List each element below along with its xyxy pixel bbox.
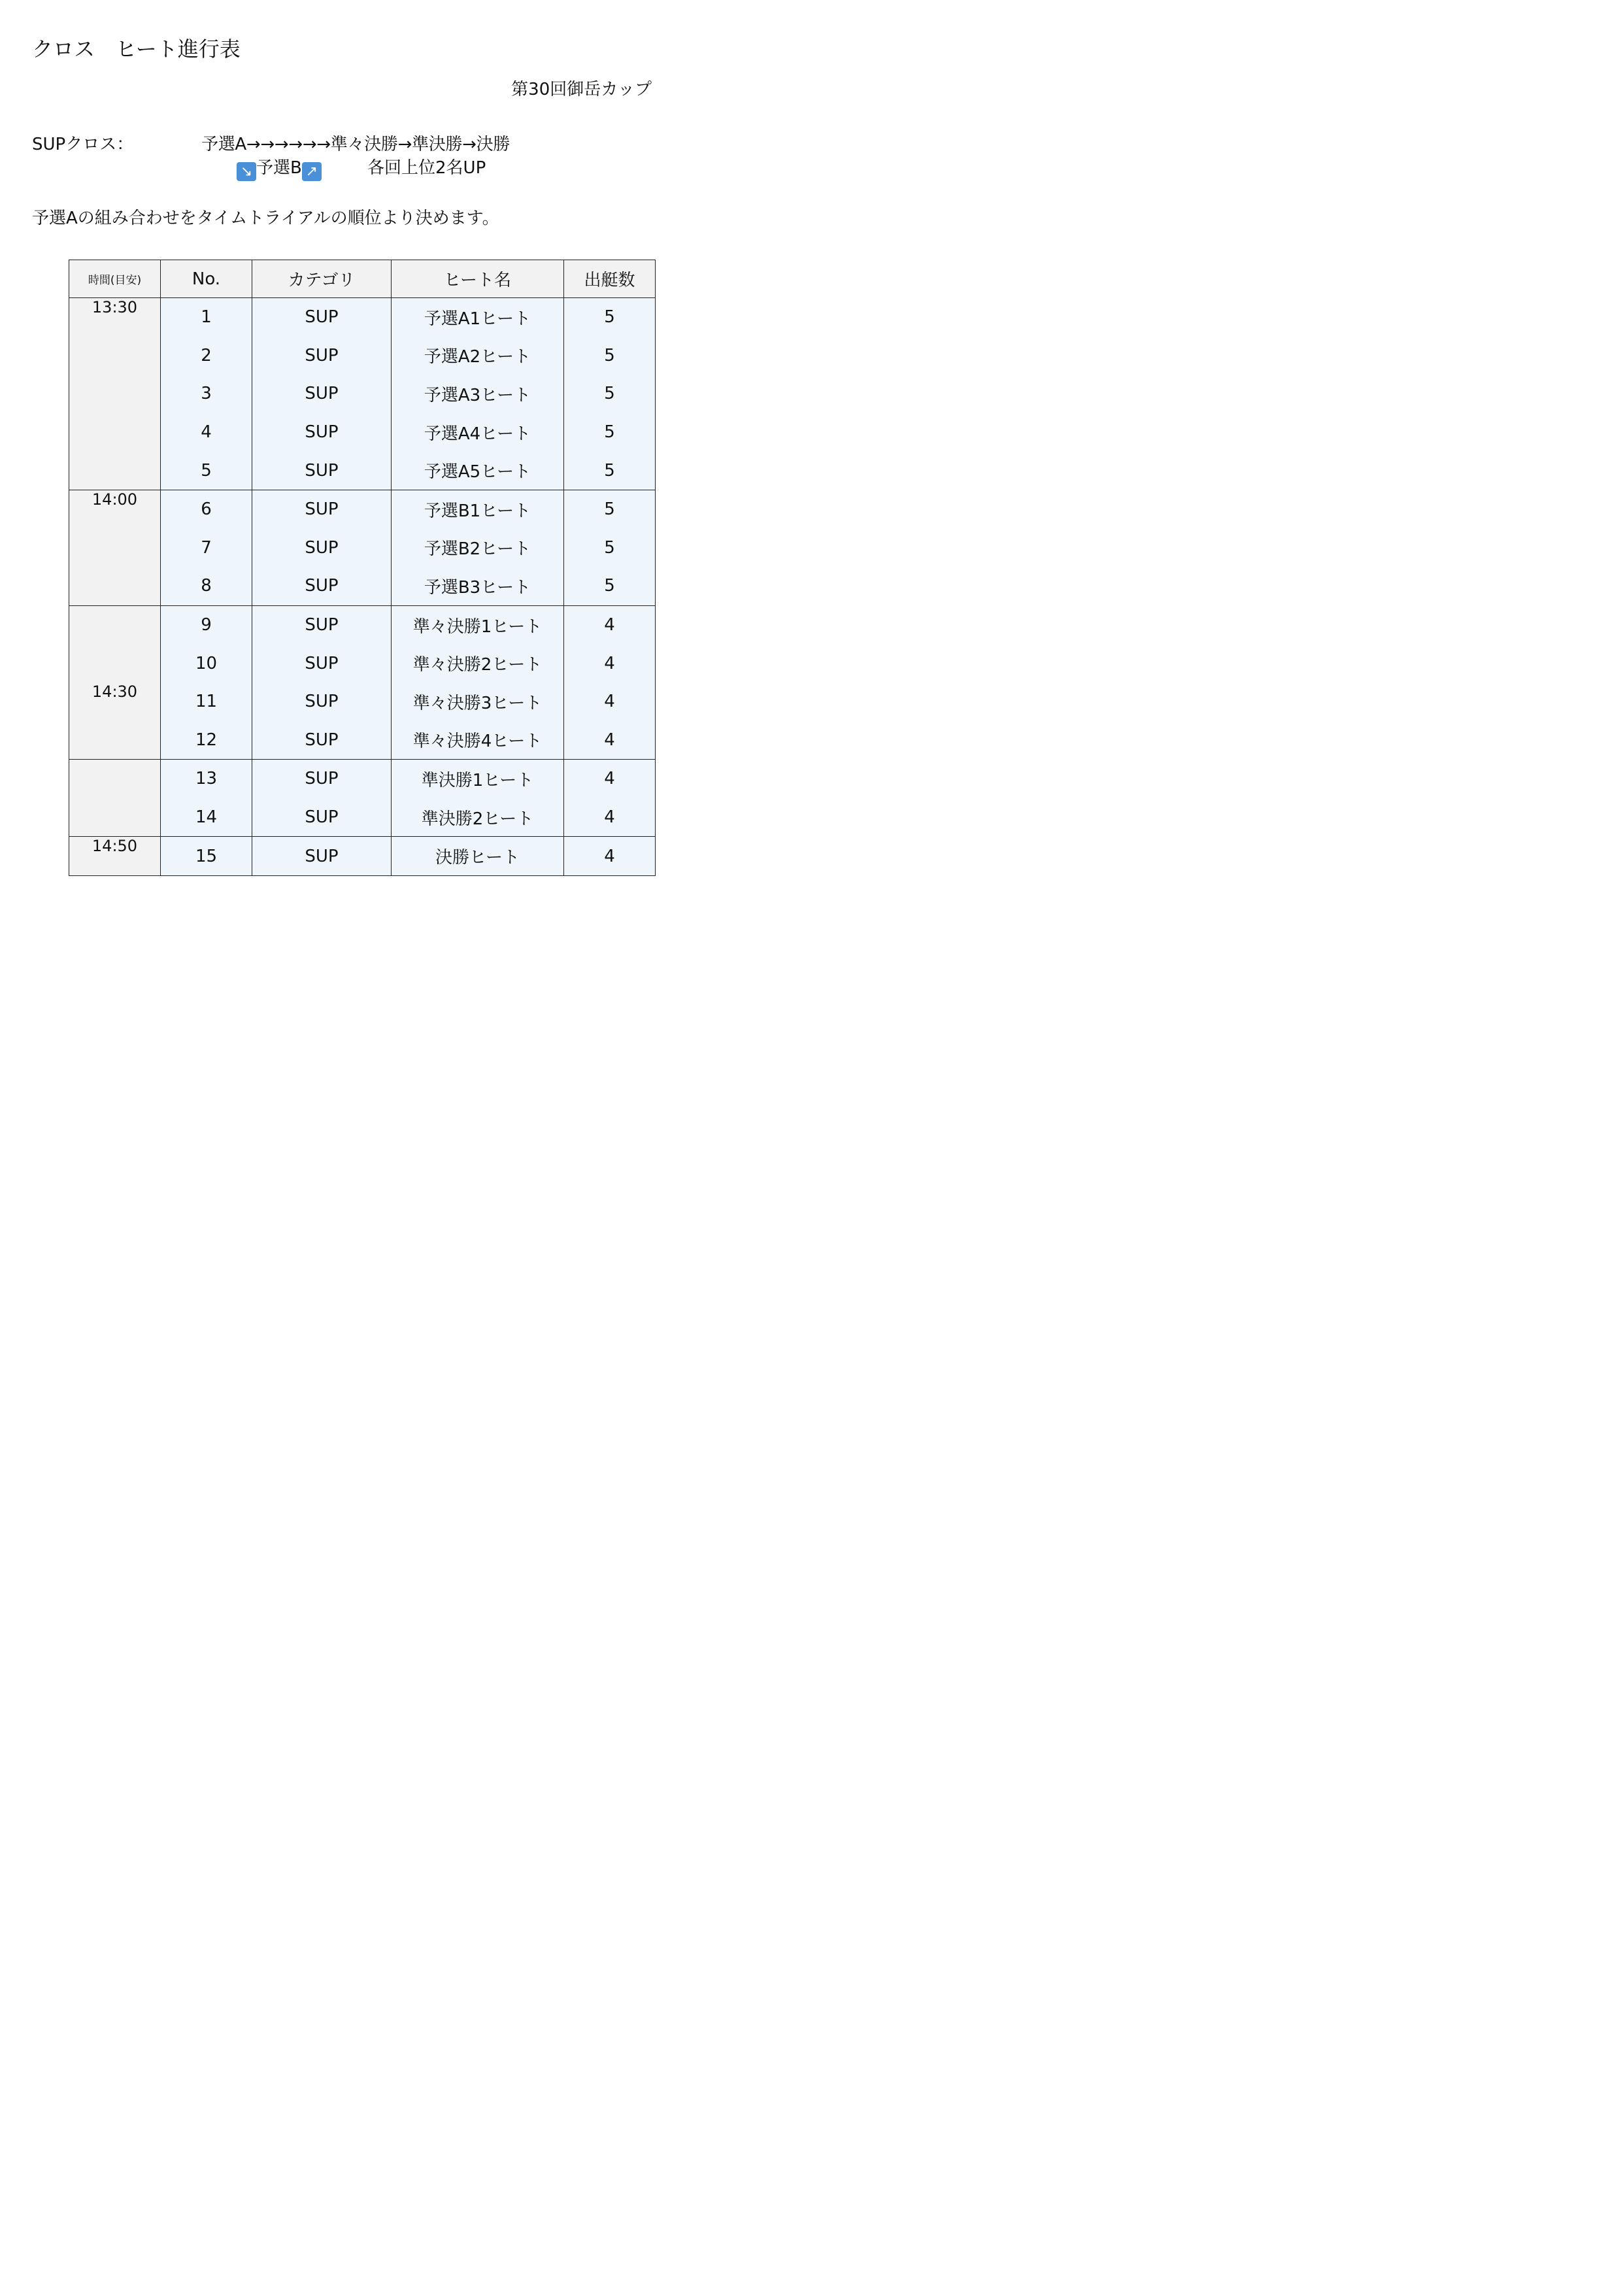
category-cell: SUP: [252, 721, 392, 760]
page-title: クロス ヒート進行表: [32, 37, 241, 61]
no-cell: 5: [161, 451, 252, 490]
no-cell: 14: [161, 798, 252, 837]
table-row: [69, 567, 656, 605]
table-row: [69, 721, 656, 760]
category-cell: SUP: [252, 451, 392, 490]
no-cell: 11: [161, 683, 252, 721]
count-cell: 4: [564, 837, 656, 876]
count-cell: 4: [564, 760, 656, 798]
time-cell: [69, 605, 161, 644]
note-text: 予選Aの組み合わせをタイムトライアルの順位より決めます。: [32, 209, 499, 228]
no-cell: 13: [161, 760, 252, 798]
header-category: カテゴリ: [252, 260, 392, 298]
count-cell: 5: [564, 529, 656, 567]
no-cell: 4: [161, 413, 252, 452]
count-cell: 4: [564, 798, 656, 837]
category-cell: SUP: [252, 644, 392, 683]
time-cell: [69, 413, 161, 452]
down-right-arrow-icon: ↘: [237, 162, 256, 181]
category-cell: SUP: [252, 298, 392, 337]
no-cell: 3: [161, 375, 252, 413]
flow-note: 各回上位2名UP: [367, 158, 486, 178]
time-cell: [69, 760, 161, 798]
event-name: 第30回御岳カップ: [511, 80, 652, 99]
time-cell: 14:50: [69, 837, 161, 876]
category-cell: SUP: [252, 567, 392, 605]
category-cell: SUP: [252, 837, 392, 876]
table-row: [69, 490, 656, 528]
table-row: [69, 337, 656, 375]
category-cell: SUP: [252, 375, 392, 413]
time-cell: [69, 375, 161, 413]
header-count: 出艇数: [564, 260, 656, 298]
count-cell: 5: [564, 298, 656, 337]
category-cell: SUP: [252, 605, 392, 644]
count-cell: 5: [564, 567, 656, 605]
count-cell: 5: [564, 451, 656, 490]
table-row: [69, 760, 656, 798]
no-cell: 1: [161, 298, 252, 337]
heat-name-cell: 予選A4ヒート: [392, 413, 564, 452]
category-cell: SUP: [252, 760, 392, 798]
table-row: [69, 451, 656, 490]
no-cell: 7: [161, 529, 252, 567]
category-cell: SUP: [252, 529, 392, 567]
count-cell: 5: [564, 490, 656, 528]
table-body: [69, 298, 656, 876]
heat-name-cell: 準決勝1ヒート: [392, 760, 564, 798]
no-cell: 15: [161, 837, 252, 876]
time-cell: [69, 451, 161, 490]
category-cell: SUP: [252, 683, 392, 721]
heat-name-cell: 予選A3ヒート: [392, 375, 564, 413]
count-cell: 4: [564, 721, 656, 760]
flow-main: 予選A→→→→→→準々決勝→準決勝→決勝: [201, 135, 510, 154]
heat-name-cell: 準決勝2ヒート: [392, 798, 564, 837]
table-row: [69, 375, 656, 413]
time-cell: [69, 337, 161, 375]
table-row: [69, 798, 656, 837]
category-cell: SUP: [252, 490, 392, 528]
no-cell: 12: [161, 721, 252, 760]
time-cell: [69, 644, 161, 683]
heat-name-cell: 準々決勝2ヒート: [392, 644, 564, 683]
table-row: [69, 605, 656, 644]
time-cell: 14:00: [69, 490, 161, 528]
heat-name-cell: 準々決勝3ヒート: [392, 683, 564, 721]
heat-name-cell: 予選A5ヒート: [392, 451, 564, 490]
heat-name-cell: 予選B3ヒート: [392, 567, 564, 605]
category-cell: SUP: [252, 798, 392, 837]
category-cell: SUP: [252, 337, 392, 375]
time-cell: [69, 798, 161, 837]
table-row: [69, 298, 656, 337]
no-cell: 6: [161, 490, 252, 528]
count-cell: 4: [564, 683, 656, 721]
count-cell: 5: [564, 413, 656, 452]
count-cell: 5: [564, 337, 656, 375]
table-row: [69, 683, 656, 721]
no-cell: 2: [161, 337, 252, 375]
category-cell: SUP: [252, 413, 392, 452]
table-header-row: [69, 260, 656, 298]
count-cell: 5: [564, 375, 656, 413]
no-cell: 10: [161, 644, 252, 683]
heat-name-cell: 準々決勝1ヒート: [392, 605, 564, 644]
time-cell: [69, 721, 161, 760]
heat-name-cell: 準々決勝4ヒート: [392, 721, 564, 760]
heat-name-cell: 決勝ヒート: [392, 837, 564, 876]
heat-name-cell: 予選B1ヒート: [392, 490, 564, 528]
flow-sub-text: 予選B: [256, 158, 302, 178]
time-cell: [69, 567, 161, 605]
up-right-arrow-icon: ↗: [302, 162, 322, 181]
time-cell: [69, 529, 161, 567]
table-row: [69, 529, 656, 567]
header-heat-name: ヒート名: [392, 260, 564, 298]
no-cell: 8: [161, 567, 252, 605]
time-cell: 13:30: [69, 298, 161, 337]
header-no: No.: [161, 260, 252, 298]
no-cell: 9: [161, 605, 252, 644]
count-cell: 4: [564, 605, 656, 644]
flow-sub: [237, 154, 322, 181]
flow-label: SUPクロス：: [32, 135, 134, 154]
count-cell: 4: [564, 644, 656, 683]
heat-name-cell: 予選A1ヒート: [392, 298, 564, 337]
header-time: 時間(目安): [69, 260, 161, 298]
table-row: [69, 644, 656, 683]
time-cell: 14:30: [69, 683, 161, 721]
heat-schedule-table: [69, 260, 656, 876]
heat-name-cell: 予選A2ヒート: [392, 337, 564, 375]
table-row: [69, 413, 656, 452]
table-row: [69, 837, 656, 876]
heat-name-cell: 予選B2ヒート: [392, 529, 564, 567]
